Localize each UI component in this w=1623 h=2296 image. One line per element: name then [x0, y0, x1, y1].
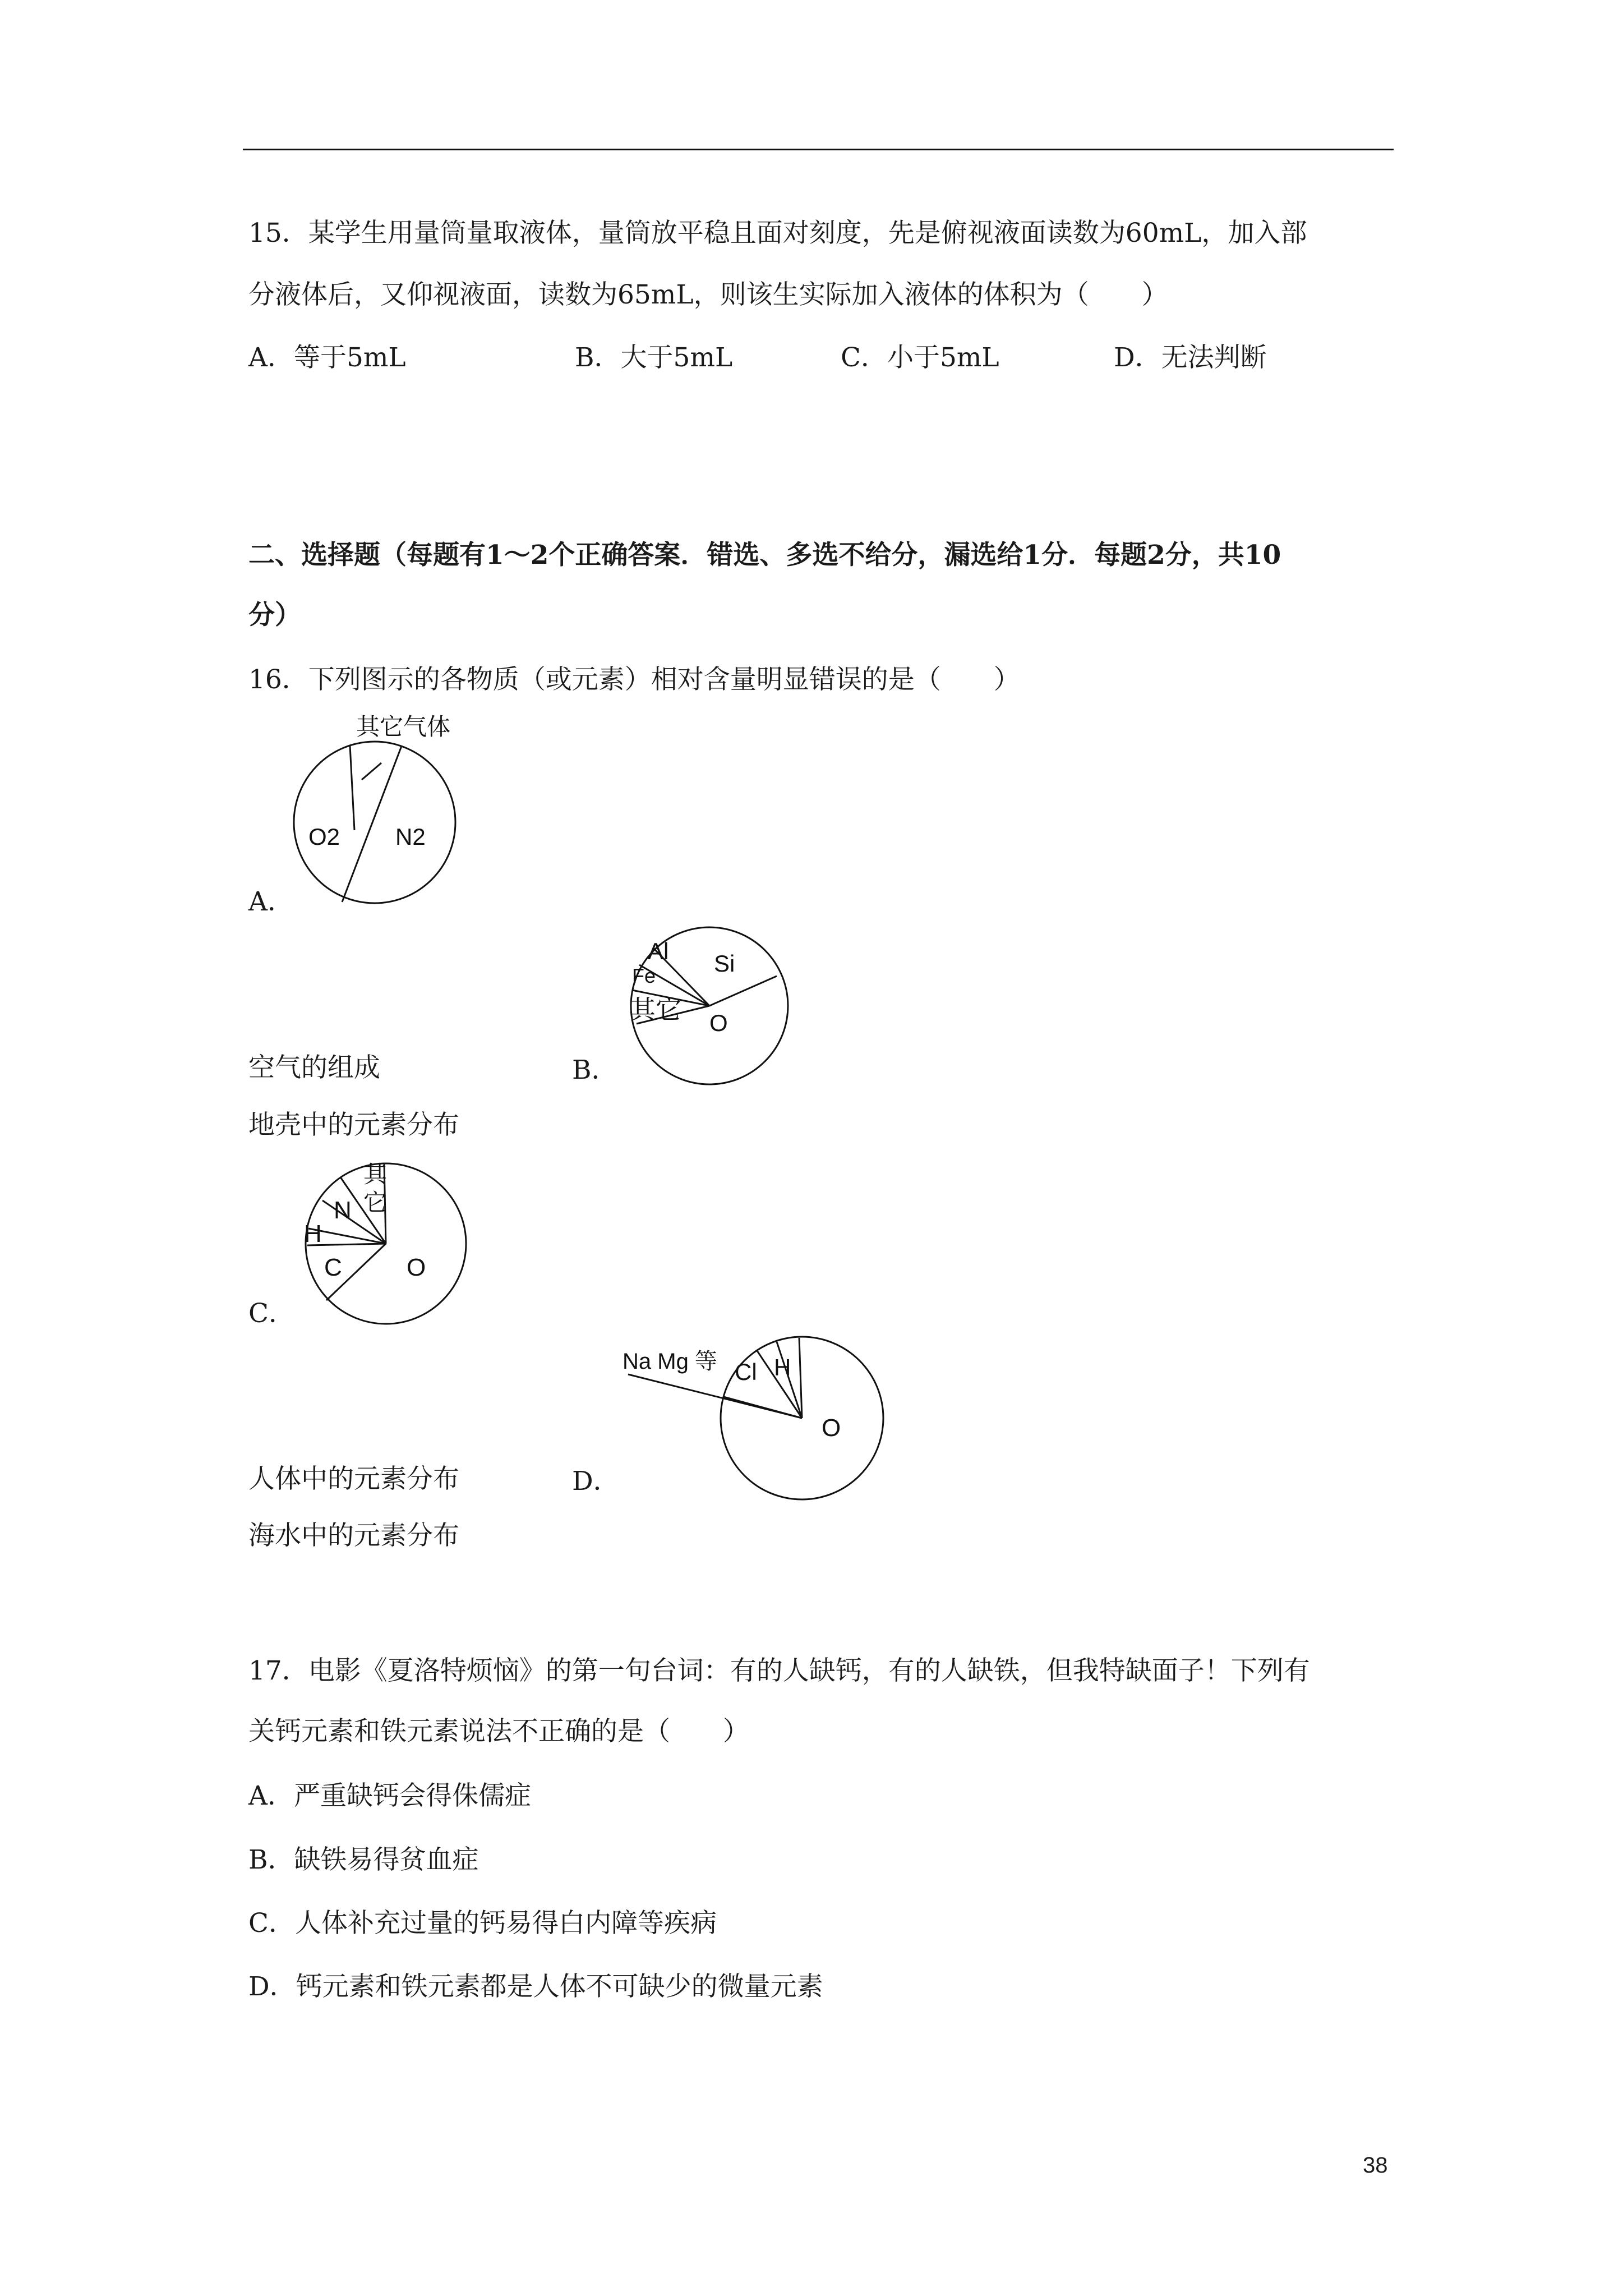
q16-stem: 16．下列图示的各物质（或元素）相对含量明显错误的是（ ）	[248, 664, 1020, 695]
q16-option-a-letter: A．	[248, 886, 294, 917]
q16-caption-sea-water: 海水中的元素分布	[248, 1520, 459, 1551]
label-n: N	[334, 1197, 352, 1224]
q17-option-c: C．人体补充过量的钙易得白内障等疾病	[248, 1908, 717, 1939]
q17-option-b: B．缺铁易得贫血症	[248, 1844, 479, 1875]
q16-option-d-letter: D．	[572, 1466, 620, 1497]
section2-heading-line2: 分）	[248, 600, 301, 631]
q17-stem-line2: 关钙元素和铁元素说法不正确的是（ ）	[248, 1716, 749, 1747]
label-si: Si	[714, 950, 735, 977]
q17-option-d: D．钙元素和铁元素都是人体不可缺少的微量元素	[248, 1971, 823, 2002]
page-number: 38	[1363, 2153, 1388, 2178]
label-o: O	[407, 1254, 426, 1281]
q17-option-a: A．严重缺钙会得侏儒症	[248, 1780, 531, 1811]
label-c: C	[324, 1254, 342, 1281]
pie-diagram-air	[280, 712, 471, 920]
section2-heading-line1: 二、选择题（每题有1～2个正确答案．错选、多选不给分，漏选给1分．每题2分，共10	[248, 540, 1281, 570]
q16-caption-air: 空气的组成	[248, 1052, 380, 1083]
q15-stem-line1: 15．某学生用量筒量取液体，量筒放平稳且面对刻度，先是俯视液面读数为60mL，加入部	[248, 218, 1307, 249]
label-cl: Cl	[735, 1359, 757, 1385]
label-na-mg: Na Mg 等	[623, 1349, 717, 1374]
label-o2: O2	[308, 823, 340, 850]
label-other-gases: 其它气体	[356, 714, 451, 740]
q17-stem-line1: 17．电影《夏洛特烦恼》的第一句台词：有的人缺钙，有的人缺铁，但我特缺面子！下列有	[248, 1655, 1310, 1686]
label-h: H	[304, 1220, 322, 1248]
q15-option-b: B．大于5mL	[575, 342, 733, 373]
q16-option-c-letter: C．	[248, 1298, 295, 1329]
pie-diagram-sea-water	[617, 1335, 886, 1503]
q15-option-a: A．等于5mL	[248, 342, 406, 373]
label-other: 其它	[630, 995, 681, 1024]
label-h: H	[774, 1354, 791, 1381]
label-n2: N2	[395, 823, 426, 850]
q15-option-c: C．小于5mL	[841, 342, 999, 373]
pie-diagram-crust	[614, 920, 794, 1088]
label-o: O	[822, 1414, 841, 1442]
label-o: O	[709, 1010, 728, 1036]
label-other-1: 其	[363, 1161, 388, 1188]
q15-option-d: D．无法判断	[1114, 342, 1267, 373]
header-rule	[243, 149, 1394, 150]
q16-option-b-letter: B．	[572, 1055, 618, 1085]
label-fe: Fe	[632, 964, 656, 987]
label-other-2: 它	[363, 1189, 388, 1216]
q16-caption-crust: 地壳中的元素分布	[248, 1110, 459, 1140]
label-al: Al	[648, 938, 669, 964]
q15-stem-line2: 分液体后，又仰视液面，读数为65mL，则该生实际加入液体的体积为（ ）	[248, 279, 1168, 310]
q16-caption-human-body: 人体中的元素分布	[248, 1464, 459, 1494]
pie-diagram-human-body	[292, 1156, 471, 1324]
